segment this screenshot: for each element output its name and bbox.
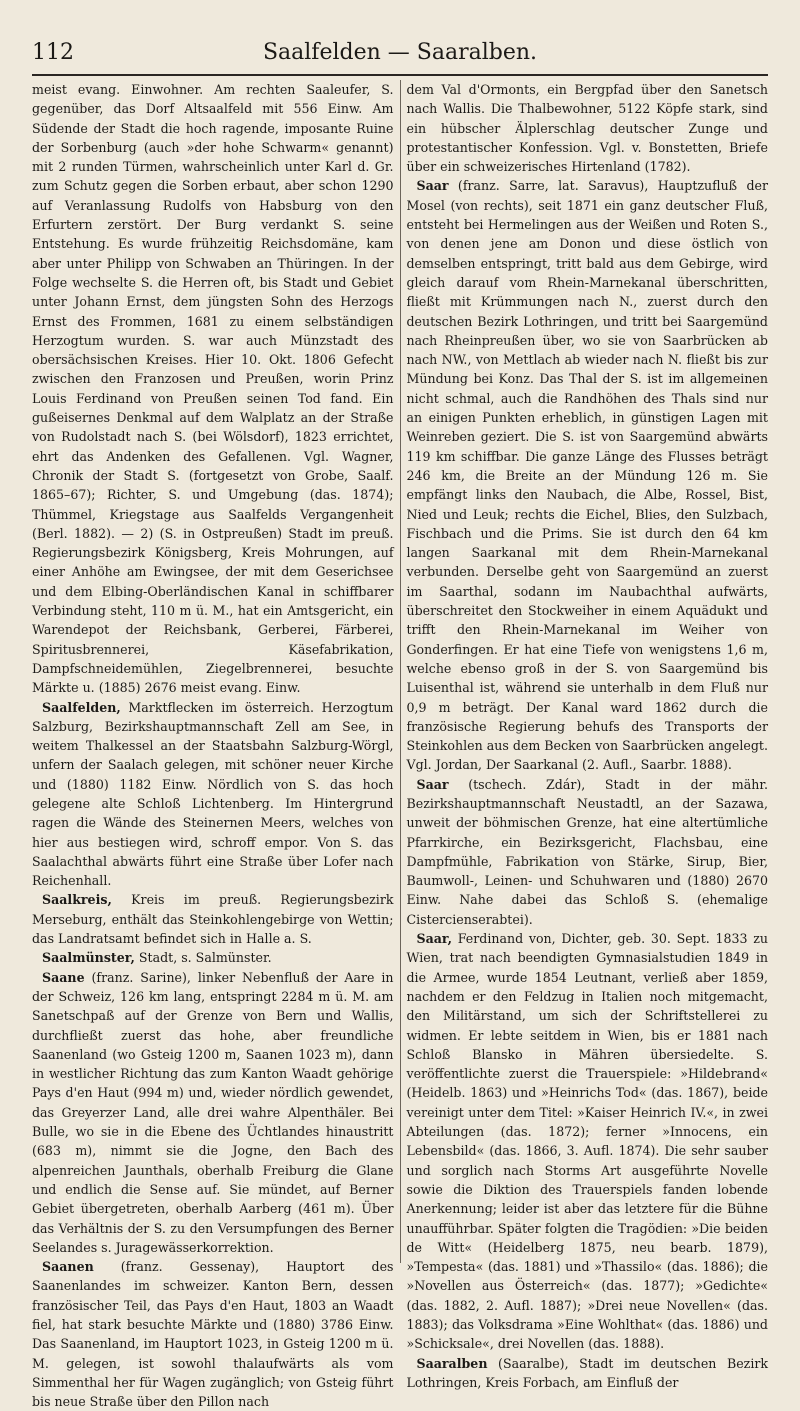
dictionary-entry — [32, 1257, 394, 1411]
entry-text: (tschech. Zdár), Stadt in der mähr. Bezirkshauptmannschaft Neustadtl, an der Sazawa, unweit der böhmischen Grenze, hat eine altertümliche Pfarrkirche, ein Bezirksgericht, Flachsbau, eine Dampfmühle, Fabrikation von Stärke, Sirup, Bier, Baumwoll-, Leinen- und Schuhwaren und (1880) 2670 Einw. Nahe dabei das Schloß S. (ehemalige Cistercienserabtei). — [406, 776, 769, 927]
entry-headword: Saar — [416, 178, 449, 194]
entry-continuation — [407, 80, 769, 176]
entry-text: meist evang. Einwohner. Am rechten Saaleufer, S. gegenüber, das Dorf Altsaalfeld mit 556 Einw. Am Südende der Stadt die hoch ragende, imposante Ruine der Sorbenburg (auch »der hohe Schwarm« genannt) mit 2 runden Türmen, wahrscheinlich unter Karl d. Gr. zum Schutz gegen die Sorben erbaut, aber schon 1290 auf Veranlassung Rudolfs von Habsburg von den Erfurtern zerstört. Der Burg verdankt S. seine Entstehung. Es wurde frühzeitig Reichsdomäne, kam aber unter Philipp von Schwaben an Thüringen. In der Folge wechselte S. die Herren oft, bis Stadt und Gebiet unter Johann Ernst, dem jüngsten Sohn des Herzogs Ernst des Frommen, 1681 zu einem selbständigen Herzogtum wurden. S. war auch Münzstadt des obersächsischen Kreises. Hier 10. Okt. 1806 Gefecht zwischen den Franzosen und Preußen, worin Prinz Louis Ferdinand von Preußen seinen Tod fand. Ein gußeisernes Denkmal auf dem Walplatz an der Straße von Rudolstadt nach S. (bei Wölsdorf), 1823 errichtet, ehrt das Andenken des Gefallenen. Vgl. Wagner, Chronik der Stadt S. (fortgesetzt von Grobe, Saalf. 1865–67); Richter, S. und Umgebung (das. 1874); Thümmel, Kriegstage aus Saalfelds Vergangenheit (Berl. 1882). — 2) (S. in Ostpreußen) Stadt im preuß. Regierungsbezirk Königsberg, Kreis Mohrungen, auf einer Anhöhe am Ewingsee, der mit dem Geserichsee und dem Elbing-Oberländischen Kanal in schiffbarer Verbindung steht, 110 m ü. M., hat ein Amtsgericht, ein Warendepot der Reichsbank, Gerberei, Färberei, Spiritusbrennerei, Käsefabrikation, Dampfschneidemühlen, Ziegelbrennerei, besuchte Märkte u. (1885) 2676 meist evang. Einw. — [32, 82, 394, 696]
page-number: 112 — [32, 40, 74, 65]
right-column — [406, 80, 769, 1390]
entry-text: (franz. Sarre, lat. Saravus), Hauptzufluß der Mosel (von rechts), seit 1871 ein ganz deutscher Fluß, entsteht bei Hermelingen aus der Weißen und Roten S., von denen jene am Donon und diese östlich von demselben entspringt, tritt bald aus dem Gebirge, wird gleich darauf vom Rhein-Marnekanal überschritten, fließt mit Krümmungen nach N., zuerst durch den deutschen Bezirk Lothringen, und tritt bei Saargemünd nach Rheinpreußen über, wo sie von Saarbrücken ab nach NW., von Mettlach ab wieder nach N. fließt bis zur Mündung bei Konz. Das Thal der S. ist im allgemeinen nicht schmal, auch die Randhöhen des Thals sind nur an einigen Punkten erheblich, in günstigen Lagen mit Weinreben geziert. Die S. ist von Saargemünd abwärts 119 km schiffbar. Die ganze Länge des Flusses beträgt 246 km, die Breite an der Mündung 126 m. Sie empfängt links den Naubach, die Albe, Rossel, Bist, Nied und Leuk; rechts die Eichel, Blies, den Sulzbach, Fischbach und die Prims. Sie ist durch den 64 km langen Saarkanal mit dem Rhein-Marnekanal verbunden. Derselbe geht von Saargemünd an zuerst im Saarthal, sodann im Naubachthal aufwärts, überschreitet den Stockweiher in einem Aquädukt und trifft den Rhein-Marnekanal im Weiher von Gonderfingen. Er hat eine Tiefe von wenigstens 1,6 m, welche ebenso groß in der S. von Saargemünd bis Luisenthal ist, während sie unterhalb in dem Fluß nur 0,9 m beträgt. Der Kanal ward 1862 durch die französische Regierung behufs des Transports der Steinkohlen aus dem Becken von Saarbrücken angelegt. Vgl. Jordan, Der Saarkanal (2. Aufl., Saarbr. 1888). — [406, 178, 768, 773]
left-column — [32, 80, 394, 1410]
entry-headword: Saalfelden, — [42, 699, 121, 715]
dictionary-entry — [32, 948, 394, 967]
dictionary-entry — [32, 968, 394, 1257]
dictionary-entry — [407, 176, 769, 774]
entry-headword: Saalkreis, — [42, 892, 112, 908]
entry-text: Ferdinand von, Dichter, geb. 30. Sept. 1833 zu Wien, trat nach beendigten Gymnasialstudien 1849 in die Armee, wurde 1854 Leutnant, verließ aber 1859, nachdem er den Feldzug in Italien noch mitgemacht, den Militärstand, um sich der Schriftstellerei zu widmen. Er lebte seitdem in Wien, bis er 1881 nach Schloß Blansko in Mähren übersiedelte. S. veröffentlichte zuerst die Trauerspiele: »Hildebrand« (Heidelb. 1863) und »Heinrichs Tod« (das. 1867), beide vereinigt unter dem Titel: »Kaiser Heinrich IV.«, in zwei Abteilungen (das. 1872); ferner »Innocens, ein Lebensbild« (das. 1866, 3. Aufl. 1874). Die sehr sauber und sorglich nach Storms Art ausgeführte Novelle sowie die Diktion des Trauerspiels fanden lobende Anerkennung; leider ist aber das letztere für die Bühne unaufführbar. Später folgten die Tragödien: »Die beiden de Witt« (Heidelberg 1875, neu bearb. 1879), »Tempesta« (das. 1881) und »Thassilo« (das. 1886); die »Novellen aus Österreich« (das. 1877); »Gedichte« (das. 1882, 2. Aufl. 1887); »Drei neue Novellen« (das. 1883); das Volksdrama »Eine Wohlthat« (das. 1886) und »Schicksale«, drei Novellen (das. 1888). — [406, 931, 768, 1352]
entry-headword: Saar — [416, 776, 449, 792]
entry-text: (Saaralbe), Stadt im deutschen Bezirk Lothringen, Kreis Forbach, am Einfluß der — [406, 1355, 768, 1390]
entry-text: (franz. Gessenay), Hauptort des Saanenlandes im schweizer. Kanton Bern, dessen französischer Teil, das Pays d'en Haut, 1803 an Waadt fiel, hat stark besuchte Märkte und (1880) 3786 Einw. Das Saanenland, im Hauptort 1023, in Gsteig 1200 m ü. M. gelegen, ist sowohl thalaufwärts als vom Simmenthal her für Wagen zugänglich; von Gsteig führt bis neue Straße über den Pillon nach — [32, 1259, 394, 1410]
text-columns — [32, 80, 769, 1410]
entry-headword: Saanen — [42, 1259, 94, 1275]
entry-text: Marktflecken im österreich. Herzogtum Salzburg, Bezirkshauptmannschaft Zell am See, in weitem Thalkessel an der Staatsbahn Salzburg-Wörgl, unfern der Saalach gelegen, mit schöner neuer Kirche und (1880) 1182 Einw. Nördlich von S. das hoch gelegene alte Schloß Lichtenberg. Im Hintergrund ragen die Wände des Steinernen Meers, welches von hier aus bestiegen wird, schroff empor. Von S. das Saalachthal abwärts führt eine Straße über Lofer nach Reichenhall. — [32, 699, 394, 889]
entry-headword: Saalmünster, — [42, 950, 135, 966]
entry-headword: Saaralben — [416, 1355, 488, 1371]
dictionary-entry — [32, 890, 394, 948]
page-header — [32, 38, 768, 76]
entry-headword: Saar, — [416, 931, 453, 947]
dictionary-entry — [407, 929, 769, 1354]
entry-headword: Saane — [42, 969, 85, 985]
column-divider — [400, 80, 401, 1263]
entry-text: (franz. Sarine), linker Nebenfluß der Aare in der Schweiz, 126 km lang, entspringt 2284 m ü. M. am Sanetschpaß auf der Grenze von Bern und Wallis, durchfließt zuerst das hohe, aber freundliche Saanenland (wo Gsteig 1200 m, Saanen 1023 m), dann in westlicher Richtung das zum Kanton Waadt gehörige Pays d'en Haut (994 m) und, wieder nördlich gewendet, das Greyerzer Land, alle drei wahre Alpenthäler. Bei Bulle, wo sie in die Ebene des Üchtlandes hinaustritt (683 m), nimmt sie die Jogne, den Bach des alpenreichen Jaunthals, oberhalb Freiburg die Glane und endlich die Sense auf. Sie mündet, auf Berner Gebiet übergetreten, oberhalb Aarberg (461 m). Über das Verhältnis der S. zu den Versumpfungen des Berner Seelandes s. Juragewässerkorrektion. — [32, 969, 394, 1255]
dictionary-entry — [32, 698, 394, 891]
entry-text: Stadt, s. Salmünster. — [138, 950, 272, 966]
entry-text: Kreis im preuß. Regierungsbezirk Merseburg, enthält das Steinkohlengebirge von Wettin; das Landratsamt befindet sich in Halle a. S. — [32, 892, 394, 947]
entry-continuation — [32, 80, 394, 698]
dictionary-entry — [407, 1354, 769, 1393]
running-title: Saalfelden — Saaralben. — [262, 40, 538, 65]
dictionary-entry — [407, 775, 769, 929]
entry-text: dem Val d'Ormonts, ein Bergpfad über den Sanetsch nach Wallis. Die Thalbewohner, 5122 Köpfe stark, sind ein hübscher Älplerschlag deutscher Zunge und protestantischer Konfession. Vgl. v. Bonstetten, Briefe über ein schweizerisches Hirtenland (1782). — [406, 82, 768, 175]
